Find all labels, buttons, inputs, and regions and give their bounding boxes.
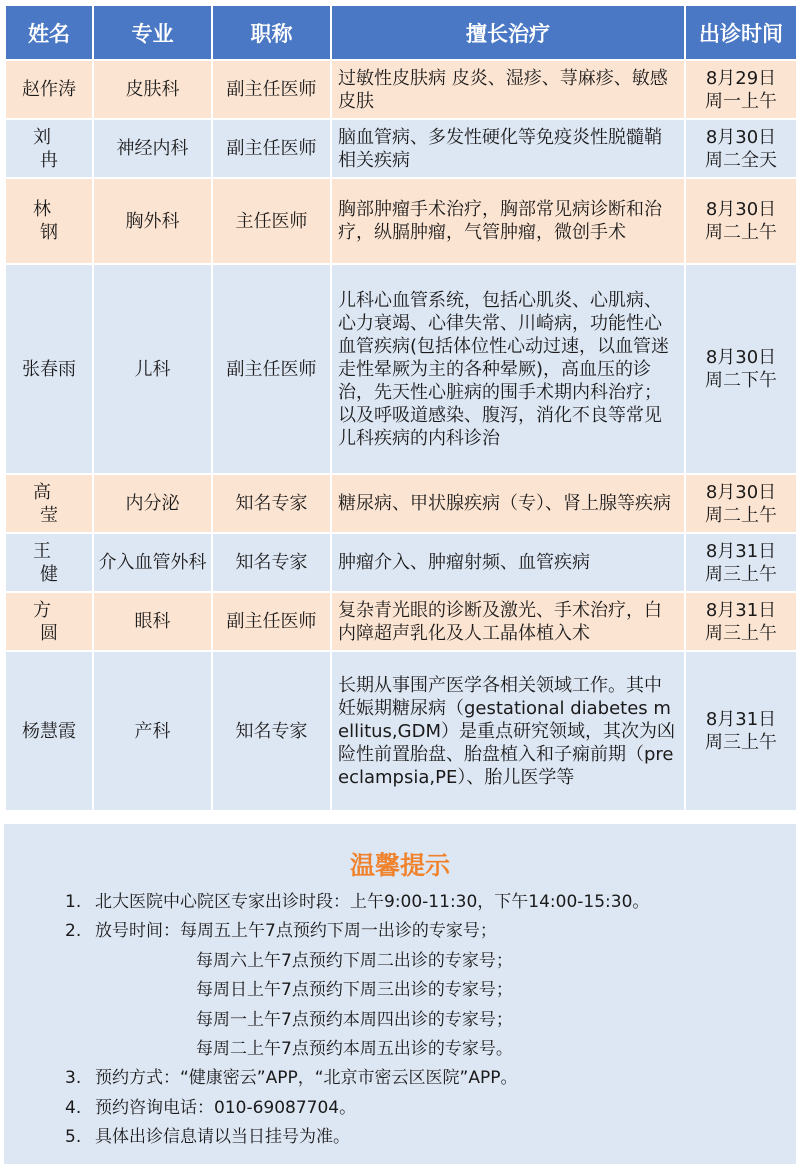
doctor-specialty bbox=[332, 120, 684, 177]
clinic-session: 周三上午 bbox=[705, 732, 777, 753]
table-row bbox=[6, 652, 796, 810]
doctor-name-text: 林 钢 bbox=[33, 199, 72, 243]
tip-number: 1. bbox=[65, 892, 82, 912]
table-row bbox=[6, 593, 796, 650]
doctor-title: 知名专家 bbox=[213, 475, 330, 532]
doctor-title: 知名专家 bbox=[213, 652, 330, 810]
specialty-text: 复杂青光眼的诊断及激光、手术治疗，白内障超声乳化及人工晶体植入术 bbox=[338, 599, 662, 644]
doctor-department: 内分泌 bbox=[94, 475, 211, 532]
tip-item bbox=[65, 976, 649, 1005]
specialty-text: 长期从事围产医学各相关领域工作。其中妊娠期糖尿病（gestational diabetes mellitus,GDM）是重点研究领域，其次为凶险性前置胎盘、胎盘植入和子痫前期（preeclampsia,PE）、胎儿医学等 bbox=[338, 674, 675, 788]
table-row bbox=[6, 61, 796, 118]
clinic-date: 8月31日 bbox=[705, 599, 777, 621]
doctor-name bbox=[6, 593, 92, 650]
doctor-specialty bbox=[332, 475, 684, 532]
doctor-title: 副主任医师 bbox=[213, 593, 330, 650]
clinic-date: 8月31日 bbox=[705, 540, 777, 562]
clinic-time bbox=[686, 265, 796, 473]
clinic-time bbox=[686, 61, 796, 118]
specialty-text: 胸部肿瘤手术治疗，胸部常见病诊断和治疗，纵膈肿瘤，气管肿瘤，微创手术 bbox=[338, 199, 662, 243]
doctor-title: 知名专家 bbox=[213, 534, 330, 591]
header-department: 专业 bbox=[94, 6, 211, 59]
tips-title: 温馨提示 bbox=[349, 851, 450, 880]
clinic-session: 周二全天 bbox=[705, 149, 777, 171]
clinic-time bbox=[686, 120, 796, 177]
tip-item bbox=[65, 1035, 649, 1064]
tip-item bbox=[65, 1094, 649, 1123]
table-row bbox=[6, 179, 796, 263]
clinic-date: 8月30日 bbox=[705, 347, 777, 368]
doctor-department: 产科 bbox=[94, 652, 211, 810]
specialty-text: 儿科心血管系统，包括心肌炎、心肌病、心力衰竭、心律失常、川崎病，功能性心血管疾病(包括体位性心动过速，以血管迷走性晕厥为主的各种晕厥)，高血压的诊治，先天性心脏病的围手术期内科治疗；以及呼吸道感染、腹泻，消化不良等常见儿科疾病的内科诊治 bbox=[338, 289, 670, 449]
tip-text: 北大医院中心院区专家出诊时段：上午9:00-11:30，下午14:00-15:30。 bbox=[95, 892, 650, 912]
doctor-department: 皮肤科 bbox=[94, 61, 211, 118]
specialty-text: 过敏性皮肤病 皮炎、湿疹、荨麻疹、敏感皮肤 bbox=[338, 67, 668, 112]
doctor-department: 眼科 bbox=[94, 593, 211, 650]
tip-text: 每周日上午7点预约下周三出诊的专家号； bbox=[196, 980, 513, 1001]
tip-number: 5. bbox=[65, 1127, 82, 1148]
doctor-name: 张春雨 bbox=[6, 265, 92, 473]
tip-item bbox=[65, 917, 649, 946]
tip-number: 3. bbox=[65, 1068, 82, 1089]
header-name: 姓名 bbox=[6, 6, 92, 59]
clinic-time bbox=[686, 475, 796, 532]
tip-item bbox=[65, 1123, 649, 1152]
tip-text: 每周一上午7点预约本周四出诊的专家号； bbox=[196, 1009, 513, 1030]
tip-item bbox=[65, 1006, 649, 1035]
table-row bbox=[6, 475, 796, 532]
header-schedule-time: 出诊时间 bbox=[686, 6, 796, 59]
clinic-time bbox=[686, 593, 796, 650]
doctor-name bbox=[6, 475, 92, 532]
doctor-name: 杨慧霞 bbox=[6, 652, 92, 810]
clinic-date: 8月30日 bbox=[705, 199, 777, 220]
tip-text: 每周二上午7点预约本周五出诊的专家号。 bbox=[196, 1039, 513, 1060]
table-row bbox=[6, 120, 796, 177]
doctor-specialty bbox=[332, 593, 684, 650]
specialty-text: 糖尿病、甲状腺疾病（专）、肾上腺等疾病 bbox=[338, 493, 671, 514]
clinic-session: 周三上午 bbox=[705, 622, 777, 644]
doctor-specialty bbox=[332, 179, 684, 263]
doctor-title: 副主任医师 bbox=[213, 265, 330, 473]
doctor-title: 主任医师 bbox=[213, 179, 330, 263]
tip-text: 具体出诊信息请以当日挂号为准。 bbox=[95, 1127, 350, 1148]
clinic-session: 周二上午 bbox=[705, 222, 777, 243]
doctor-name bbox=[6, 534, 92, 591]
doctor-name-text: 方 圆 bbox=[33, 599, 72, 644]
doctor-name-text: 王 健 bbox=[33, 540, 72, 585]
doctor-specialty bbox=[332, 652, 684, 810]
clinic-time bbox=[686, 179, 796, 263]
table-header-row bbox=[6, 6, 796, 59]
table-row bbox=[6, 265, 796, 473]
header-title: 职称 bbox=[213, 6, 330, 59]
tip-text: 预约咨询电话：010-69087704。 bbox=[95, 1097, 357, 1118]
clinic-session: 周二上午 bbox=[705, 504, 777, 526]
specialty-text: 肿瘤介入、肿瘤射频、血管疾病 bbox=[338, 552, 590, 573]
table-row bbox=[6, 534, 796, 591]
header-specialty: 擅长治疗 bbox=[332, 6, 684, 59]
clinic-date: 8月30日 bbox=[705, 126, 777, 148]
clinic-date: 8月31日 bbox=[705, 709, 777, 730]
doctor-department: 儿科 bbox=[94, 265, 211, 473]
tip-number: 2. bbox=[65, 921, 82, 942]
clinic-date: 8月29日 bbox=[705, 67, 777, 89]
clinic-session: 周一上午 bbox=[705, 90, 777, 112]
doctor-title: 副主任医师 bbox=[213, 120, 330, 177]
clinic-session: 周三上午 bbox=[705, 563, 777, 585]
doctor-specialty bbox=[332, 534, 684, 591]
tip-item bbox=[65, 1064, 649, 1093]
specialty-text: 脑血管病、多发性硬化等免疫炎性脱髓鞘相关疾病 bbox=[338, 126, 662, 171]
clinic-time bbox=[686, 652, 796, 810]
doctor-title: 副主任医师 bbox=[213, 61, 330, 118]
clinic-session: 周二下午 bbox=[705, 370, 777, 391]
doctor-name: 赵作涛 bbox=[6, 61, 92, 118]
tip-item bbox=[65, 888, 649, 917]
doctor-name bbox=[6, 179, 92, 263]
tip-text: 放号时间：每周五上午7点预约下周一出诊的专家号； bbox=[95, 921, 497, 942]
tip-item bbox=[65, 947, 649, 976]
doctor-department: 神经内科 bbox=[94, 120, 211, 177]
expert-schedule-table bbox=[4, 4, 798, 812]
tips-list bbox=[65, 888, 649, 1153]
doctor-specialty bbox=[332, 61, 684, 118]
clinic-time bbox=[686, 534, 796, 591]
tip-text: 预约方式：“健康密云”APP，“北京市密云区医院”APP。 bbox=[95, 1068, 518, 1089]
clinic-date: 8月30日 bbox=[705, 481, 777, 503]
doctor-department: 介入血管外科 bbox=[94, 534, 211, 591]
doctor-name-text: 刘 冉 bbox=[33, 126, 72, 171]
doctor-name bbox=[6, 120, 92, 177]
doctor-specialty bbox=[332, 265, 684, 473]
doctor-name-text: 高 莹 bbox=[33, 481, 72, 526]
tips-panel bbox=[4, 824, 796, 1164]
tip-text: 每周六上午7点预约下周二出诊的专家号； bbox=[196, 950, 513, 971]
doctor-department: 胸外科 bbox=[94, 179, 211, 263]
tip-number: 4. bbox=[65, 1097, 82, 1118]
